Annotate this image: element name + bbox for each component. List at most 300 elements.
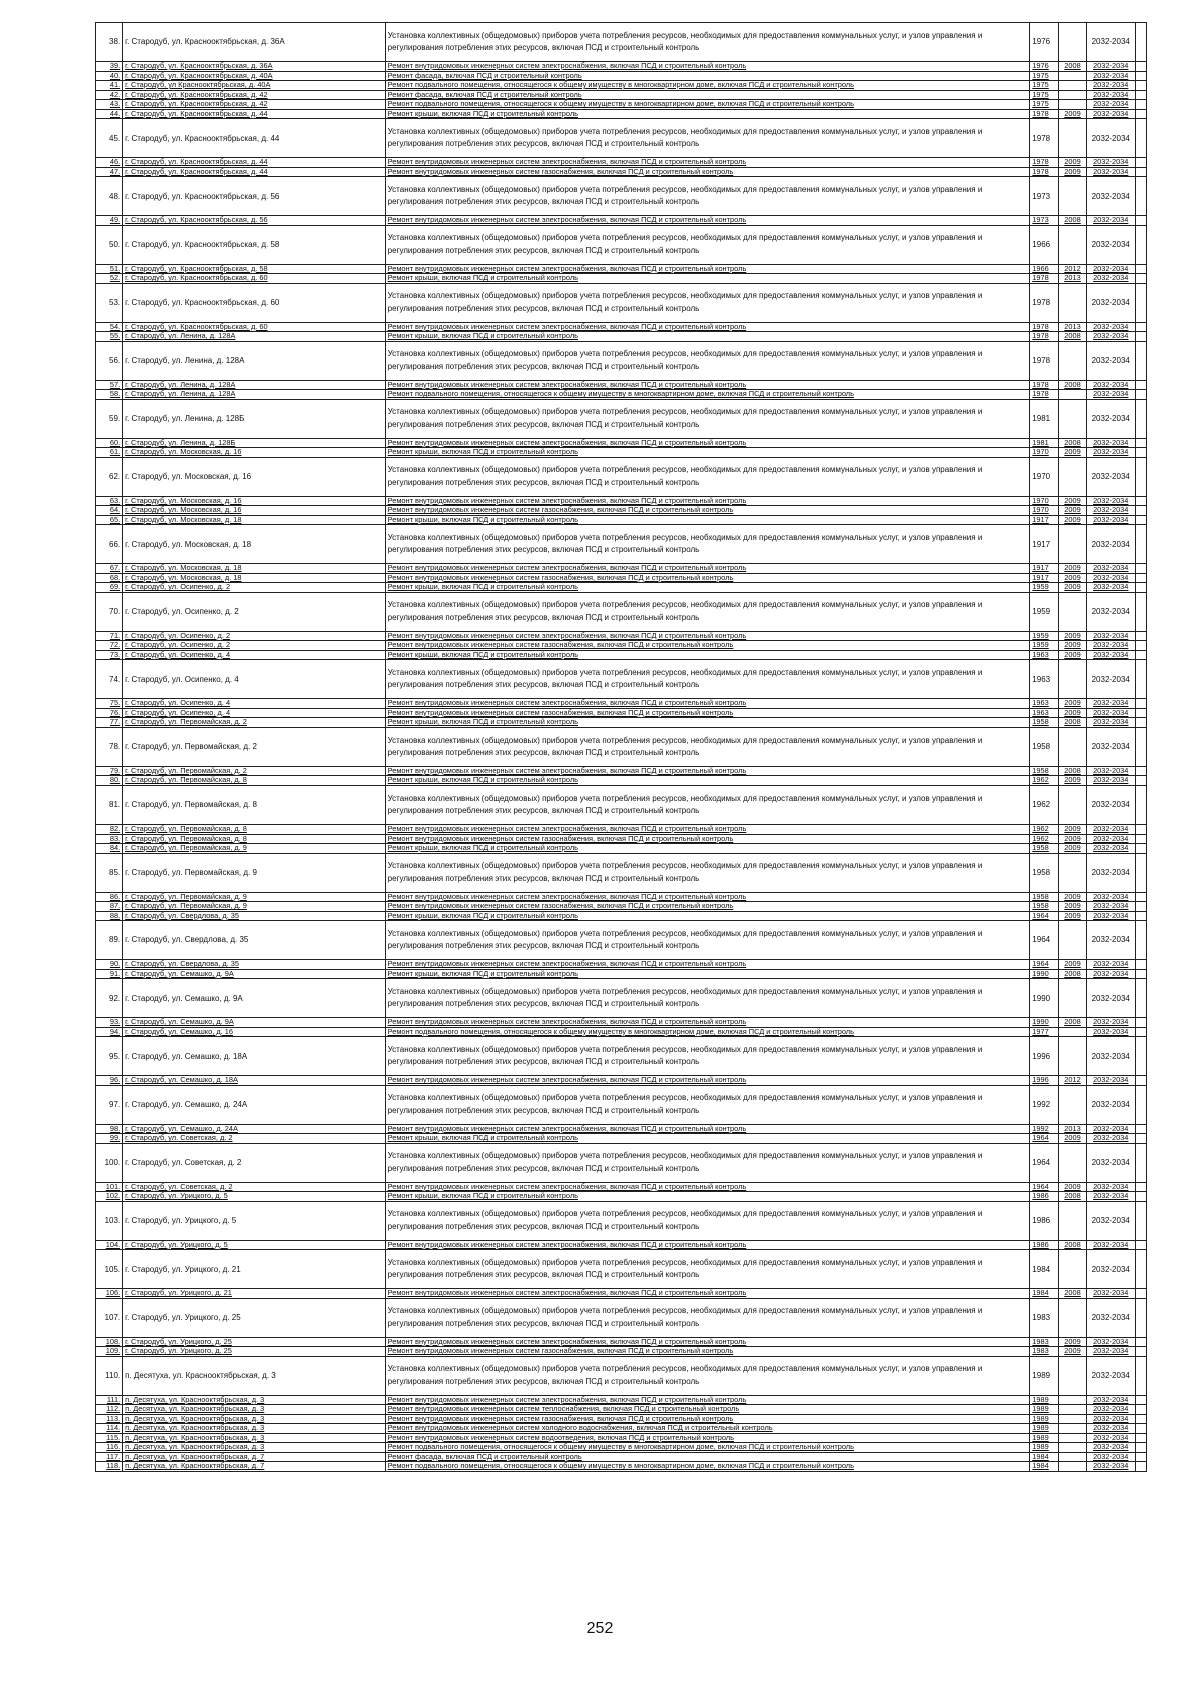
last-repair-year-cell <box>1059 81 1086 91</box>
commission-year-cell: 1959 <box>1030 641 1059 651</box>
planned-period-cell: 2032-2034 <box>1086 766 1135 776</box>
planned-period-cell: 2032-2034 <box>1086 631 1135 641</box>
work-type-cell: Установка коллективных (общедомовых) приборов учета потребления ресурсов, необходимых для предоставления коммунальных услуг, и узлов управления и регулирования потребления этих ресурсов, включая ПСД и строительный контроль <box>385 921 1030 960</box>
address-cell: г. Стародуб, ул. Урицкого, д. 25 <box>123 1298 385 1337</box>
planned-period-cell: 2032-2034 <box>1086 564 1135 574</box>
commission-year-cell: 1973 <box>1030 216 1059 226</box>
commission-year-cell: 1975 <box>1030 100 1059 110</box>
address-cell: г. Стародуб, ул. Урицкого, д. 21 <box>123 1289 385 1299</box>
table-row <box>96 824 1147 834</box>
work-type-cell: Ремонт внутридомовых инженерных систем электроснабжения, включая ПСД и строительный контроль <box>385 892 1030 902</box>
planned-period-cell: 2032-2034 <box>1086 1414 1135 1424</box>
work-type-cell: Установка коллективных (общедомовых) приборов учета потребления ресурсов, необходимых для предоставления коммунальных услуг, и узлов управления и регулирования потребления этих ресурсов, включая ПСД и строительный контроль <box>385 119 1030 158</box>
planned-period-cell: 2032-2034 <box>1086 921 1135 960</box>
row-number-cell: 78. <box>96 727 123 766</box>
address-cell: г. Стародуб, ул. Первомайская, д. 9 <box>123 892 385 902</box>
row-number-cell: 46. <box>96 158 123 168</box>
empty-cell <box>1135 969 1146 979</box>
last-repair-year-cell: 2008 <box>1059 216 1086 226</box>
commission-year-cell: 1978 <box>1030 109 1059 119</box>
work-type-cell: Установка коллективных (общедомовых) приборов учета потребления ресурсов, необходимых для предоставления коммунальных услуг, и узлов управления и регулирования потребления этих ресурсов, включая ПСД и строительный контроль <box>385 1037 1030 1076</box>
planned-period-cell: 2032-2034 <box>1086 583 1135 593</box>
table-row <box>96 573 1147 583</box>
address-cell: п. Десятуха, ул. Краснооктябрьская, д. 3 <box>123 1405 385 1415</box>
work-type-cell: Ремонт внутридомовых инженерных систем газоснабжения, включая ПСД и строительный контроль <box>385 641 1030 651</box>
planned-period-cell: 2032-2034 <box>1086 1192 1135 1202</box>
planned-period-cell: 2032-2034 <box>1086 399 1135 438</box>
address-cell: г. Стародуб, ул. Урицкого, д. 5 <box>123 1201 385 1240</box>
row-number-cell: 54. <box>96 322 123 332</box>
last-repair-year-cell: 2009 <box>1059 641 1086 651</box>
table-row <box>96 283 1147 322</box>
row-number-cell: 42. <box>96 90 123 100</box>
address-cell: п. Десятуха, ул. Краснооктябрьская, д. 3 <box>123 1443 385 1453</box>
table-row <box>96 506 1147 516</box>
commission-year-cell: 1978 <box>1030 322 1059 332</box>
address-cell: п. Десятуха, ул. Краснооктябрьская, д. 3 <box>123 1433 385 1443</box>
planned-period-cell: 2032-2034 <box>1086 853 1135 892</box>
commission-year-cell: 1958 <box>1030 853 1059 892</box>
commission-year-cell: 1975 <box>1030 90 1059 100</box>
last-repair-year-cell: 2008 <box>1059 380 1086 390</box>
work-type-cell: Ремонт внутридомовых инженерных систем электроснабжения, включая ПСД и строительный контроль <box>385 1240 1030 1250</box>
table-row <box>96 62 1147 72</box>
row-number-cell: 65. <box>96 515 123 525</box>
commission-year-cell: 1981 <box>1030 399 1059 438</box>
planned-period-cell: 2032-2034 <box>1086 1289 1135 1299</box>
empty-cell <box>1135 506 1146 516</box>
table-row <box>96 341 1147 380</box>
commission-year-cell: 1975 <box>1030 71 1059 81</box>
planned-period-cell: 2032-2034 <box>1086 23 1135 62</box>
address-cell: г. Стародуб, ул. Первомайская, д. 2 <box>123 718 385 728</box>
table-row <box>96 1452 1147 1462</box>
commission-year-cell: 1978 <box>1030 332 1059 342</box>
last-repair-year-cell <box>1059 1201 1086 1240</box>
empty-cell <box>1135 1134 1146 1144</box>
last-repair-year-cell <box>1059 119 1086 158</box>
table-row <box>96 1037 1147 1076</box>
planned-period-cell: 2032-2034 <box>1086 776 1135 786</box>
commission-year-cell: 1983 <box>1030 1337 1059 1347</box>
table-row <box>96 448 1147 458</box>
planned-period-cell: 2032-2034 <box>1086 496 1135 506</box>
table-row <box>96 515 1147 525</box>
commission-year-cell: 1983 <box>1030 1298 1059 1337</box>
address-cell: г. Стародуб, ул. Первомайская, д. 2 <box>123 727 385 766</box>
table-row <box>96 911 1147 921</box>
last-repair-year-cell: 2009 <box>1059 650 1086 660</box>
work-type-cell: Установка коллективных (общедомовых) приборов учета потребления ресурсов, необходимых для предоставления коммунальных услуг, и узлов управления и регулирования потребления этих ресурсов, включая ПСД и строительный контроль <box>385 1143 1030 1182</box>
work-type-cell: Ремонт подвального помещения, относящегося к общему имуществу в многоквартирном доме, включая ПСД и строительный контроль <box>385 1462 1030 1472</box>
last-repair-year-cell <box>1059 979 1086 1018</box>
row-number-cell: 85. <box>96 853 123 892</box>
empty-cell <box>1135 844 1146 854</box>
work-type-cell: Ремонт крыши, включая ПСД и строительный контроль <box>385 274 1030 284</box>
work-type-cell: Ремонт крыши, включая ПСД и строительный контроль <box>385 969 1030 979</box>
table-row <box>96 1182 1147 1192</box>
work-type-cell: Ремонт внутридомовых инженерных систем электроснабжения, включая ПСД и строительный контроль <box>385 1337 1030 1347</box>
empty-cell <box>1135 960 1146 970</box>
planned-period-cell: 2032-2034 <box>1086 902 1135 912</box>
address-cell: г. Стародуб, ул. Семашко, д. 18А <box>123 1076 385 1086</box>
work-type-cell: Ремонт подвального помещения, относящегося к общему имуществу в многоквартирном доме, включая ПСД и строительный контроль <box>385 1443 1030 1453</box>
table-row <box>96 1124 1147 1134</box>
planned-period-cell: 2032-2034 <box>1086 448 1135 458</box>
planned-period-cell: 2032-2034 <box>1086 1085 1135 1124</box>
last-repair-year-cell <box>1059 592 1086 631</box>
address-cell: г. Стародуб, ул. Семашко, д. 16 <box>123 1027 385 1037</box>
planned-period-cell: 2032-2034 <box>1086 1134 1135 1144</box>
address-cell: г. Стародуб, ул. Краснооктябрьская, д. 60 <box>123 322 385 332</box>
planned-period-cell: 2032-2034 <box>1086 1337 1135 1347</box>
empty-cell <box>1135 457 1146 496</box>
commission-year-cell: 1964 <box>1030 1182 1059 1192</box>
last-repair-year-cell: 2009 <box>1059 564 1086 574</box>
commission-year-cell: 1996 <box>1030 1076 1059 1086</box>
commission-year-cell: 1970 <box>1030 457 1059 496</box>
empty-cell <box>1135 109 1146 119</box>
commission-year-cell: 1964 <box>1030 1134 1059 1144</box>
empty-cell <box>1135 341 1146 380</box>
address-cell: г. Стародуб, ул. Урицкого, д. 25 <box>123 1347 385 1357</box>
work-type-cell: Ремонт внутридомовых инженерных систем электроснабжения, включая ПСД и строительный контроль <box>385 960 1030 970</box>
empty-cell <box>1135 1182 1146 1192</box>
row-number-cell: 55. <box>96 332 123 342</box>
planned-period-cell: 2032-2034 <box>1086 1462 1135 1472</box>
work-type-cell: Ремонт внутридомовых инженерных систем газоснабжения, включая ПСД и строительный контроль <box>385 834 1030 844</box>
empty-cell <box>1135 390 1146 400</box>
commission-year-cell: 1958 <box>1030 727 1059 766</box>
row-number-cell: 72. <box>96 641 123 651</box>
work-type-cell: Ремонт внутридомовых инженерных систем холодного водоснабжения, включая ПСД и строительный контроль <box>385 1424 1030 1434</box>
last-repair-year-cell: 2013 <box>1059 1124 1086 1134</box>
row-number-cell: 86. <box>96 892 123 902</box>
commission-year-cell: 1984 <box>1030 1462 1059 1472</box>
planned-period-cell: 2032-2034 <box>1086 341 1135 380</box>
table-row <box>96 380 1147 390</box>
address-cell: г. Стародуб, ул. Советская, д. 2 <box>123 1143 385 1182</box>
table-row <box>96 902 1147 912</box>
commission-year-cell: 1978 <box>1030 119 1059 158</box>
empty-cell <box>1135 564 1146 574</box>
row-number-cell: 47. <box>96 167 123 177</box>
row-number-cell: 75. <box>96 699 123 709</box>
last-repair-year-cell: 2008 <box>1059 62 1086 72</box>
address-cell: г. Стародуб, ул. Московская, д. 16 <box>123 496 385 506</box>
planned-period-cell: 2032-2034 <box>1086 1124 1135 1134</box>
last-repair-year-cell: 2009 <box>1059 1337 1086 1347</box>
last-repair-year-cell <box>1059 1037 1086 1076</box>
table-row <box>96 1443 1147 1453</box>
planned-period-cell: 2032-2034 <box>1086 1452 1135 1462</box>
planned-period-cell: 2032-2034 <box>1086 322 1135 332</box>
empty-cell <box>1135 332 1146 342</box>
last-repair-year-cell <box>1059 660 1086 699</box>
row-number-cell: 93. <box>96 1018 123 1028</box>
table-row <box>96 1462 1147 1472</box>
row-number-cell: 50. <box>96 225 123 264</box>
row-number-cell: 113. <box>96 1414 123 1424</box>
row-number-cell: 58. <box>96 390 123 400</box>
address-cell: г. Стародуб, ул. Семашко, д. 9А <box>123 969 385 979</box>
last-repair-year-cell: 2009 <box>1059 1347 1086 1357</box>
last-repair-year-cell: 2013 <box>1059 322 1086 332</box>
last-repair-year-cell: 2009 <box>1059 834 1086 844</box>
planned-period-cell: 2032-2034 <box>1086 834 1135 844</box>
address-cell: г. Стародуб, ул. Осипенко, д. 4 <box>123 699 385 709</box>
table-row <box>96 660 1147 699</box>
address-cell: г. Стародуб, ул. Краснооктябрьская, д. 40А <box>123 71 385 81</box>
row-number-cell: 61. <box>96 448 123 458</box>
commission-year-cell: 1966 <box>1030 264 1059 274</box>
empty-cell <box>1135 177 1146 216</box>
address-cell: г. Стародуб, ул. Ленина, д. 128А <box>123 332 385 342</box>
last-repair-year-cell: 2009 <box>1059 167 1086 177</box>
work-type-cell: Ремонт крыши, включая ПСД и строительный контроль <box>385 911 1030 921</box>
table-row <box>96 892 1147 902</box>
work-type-cell: Ремонт внутридомовых инженерных систем газоснабжения, включая ПСД и строительный контроль <box>385 708 1030 718</box>
work-type-cell: Ремонт внутридомовых инженерных систем электроснабжения, включая ПСД и строительный контроль <box>385 322 1030 332</box>
planned-period-cell: 2032-2034 <box>1086 438 1135 448</box>
planned-period-cell: 2032-2034 <box>1086 1347 1135 1357</box>
planned-period-cell: 2032-2034 <box>1086 592 1135 631</box>
empty-cell <box>1135 71 1146 81</box>
commission-year-cell: 1983 <box>1030 1347 1059 1357</box>
row-number-cell: 87. <box>96 902 123 912</box>
empty-cell <box>1135 1201 1146 1240</box>
address-cell: г. Стародуб, ул. Краснооктябрьская, д. 60 <box>123 283 385 322</box>
commission-year-cell: 1962 <box>1030 785 1059 824</box>
row-number-cell: 95. <box>96 1037 123 1076</box>
row-number-cell: 107. <box>96 1298 123 1337</box>
work-type-cell: Ремонт внутридомовых инженерных систем электроснабжения, включая ПСД и строительный контроль <box>385 766 1030 776</box>
row-number-cell: 76. <box>96 708 123 718</box>
row-number-cell: 99. <box>96 1134 123 1144</box>
last-repair-year-cell <box>1059 90 1086 100</box>
address-cell: п. Десятуха, ул. Краснооктябрьская, д. 3 <box>123 1414 385 1424</box>
row-number-cell: 103. <box>96 1201 123 1240</box>
last-repair-year-cell <box>1059 921 1086 960</box>
row-number-cell: 60. <box>96 438 123 448</box>
work-type-cell: Ремонт внутридомовых инженерных систем газоснабжения, включая ПСД и строительный контроль <box>385 902 1030 912</box>
table-row <box>96 708 1147 718</box>
empty-cell <box>1135 660 1146 699</box>
row-number-cell: 45. <box>96 119 123 158</box>
planned-period-cell: 2032-2034 <box>1086 650 1135 660</box>
commission-year-cell: 1976 <box>1030 62 1059 72</box>
commission-year-cell: 1990 <box>1030 1018 1059 1028</box>
empty-cell <box>1135 1250 1146 1289</box>
work-type-cell: Ремонт внутридомовых инженерных систем водоотведения, включая ПСД и строительный контроль <box>385 1433 1030 1443</box>
table-row <box>96 592 1147 631</box>
address-cell: п. Десятуха, ул. Краснооктябрьская, д. 3 <box>123 1424 385 1434</box>
address-cell: г. Стародуб, ул. Краснооктябрьская, д. 56 <box>123 177 385 216</box>
row-number-cell: 52. <box>96 274 123 284</box>
commission-year-cell: 1978 <box>1030 390 1059 400</box>
work-type-cell: Установка коллективных (общедомовых) приборов учета потребления ресурсов, необходимых для предоставления коммунальных услуг, и узлов управления и регулирования потребления этих ресурсов, включая ПСД и строительный контроль <box>385 1356 1030 1395</box>
commission-year-cell: 1959 <box>1030 583 1059 593</box>
address-cell: г. Стародуб, ул. Московская, д. 18 <box>123 573 385 583</box>
last-repair-year-cell: 2009 <box>1059 844 1086 854</box>
last-repair-year-cell: 2009 <box>1059 960 1086 970</box>
planned-period-cell: 2032-2034 <box>1086 1018 1135 1028</box>
commission-year-cell: 1978 <box>1030 158 1059 168</box>
address-cell: г. Стародуб, ул. Первомайская, д. 9 <box>123 853 385 892</box>
row-number-cell: 51. <box>96 264 123 274</box>
empty-cell <box>1135 1240 1146 1250</box>
planned-period-cell: 2032-2034 <box>1086 71 1135 81</box>
row-number-cell: 112. <box>96 1405 123 1415</box>
commission-year-cell: 1992 <box>1030 1085 1059 1124</box>
table-row <box>96 727 1147 766</box>
table-row <box>96 1027 1147 1037</box>
address-cell: г. Стародуб, ул. Краснооктябрьская, д. 44 <box>123 109 385 119</box>
commission-year-cell: 1990 <box>1030 969 1059 979</box>
table-row <box>96 969 1147 979</box>
row-number-cell: 39. <box>96 62 123 72</box>
capital-repair-table <box>95 22 1147 1472</box>
row-number-cell: 68. <box>96 573 123 583</box>
empty-cell <box>1135 1298 1146 1337</box>
address-cell: г. Стародуб, ул. Первомайская, д. 8 <box>123 824 385 834</box>
row-number-cell: 101. <box>96 1182 123 1192</box>
work-type-cell: Ремонт крыши, включая ПСД и строительный контроль <box>385 583 1030 593</box>
planned-period-cell: 2032-2034 <box>1086 892 1135 902</box>
last-repair-year-cell <box>1059 457 1086 496</box>
planned-period-cell: 2032-2034 <box>1086 1356 1135 1395</box>
empty-cell <box>1135 785 1146 824</box>
address-cell: г. Стародуб, ул. Ленина, д. 128Б <box>123 438 385 448</box>
planned-period-cell: 2032-2034 <box>1086 1240 1135 1250</box>
empty-cell <box>1135 380 1146 390</box>
last-repair-year-cell <box>1059 23 1086 62</box>
empty-cell <box>1135 399 1146 438</box>
commission-year-cell: 1958 <box>1030 892 1059 902</box>
planned-period-cell: 2032-2034 <box>1086 380 1135 390</box>
empty-cell <box>1135 1347 1146 1357</box>
table-row <box>96 1250 1147 1289</box>
planned-period-cell: 2032-2034 <box>1086 1405 1135 1415</box>
work-type-cell: Ремонт внутридомовых инженерных систем электроснабжения, включая ПСД и строительный контроль <box>385 699 1030 709</box>
last-repair-year-cell: 2008 <box>1059 969 1086 979</box>
commission-year-cell: 1964 <box>1030 911 1059 921</box>
row-number-cell: 102. <box>96 1192 123 1202</box>
table-row <box>96 81 1147 91</box>
planned-period-cell: 2032-2034 <box>1086 660 1135 699</box>
table-row <box>96 979 1147 1018</box>
address-cell: г. Стародуб, ул. Урицкого, д. 5 <box>123 1192 385 1202</box>
planned-period-cell: 2032-2034 <box>1086 158 1135 168</box>
commission-year-cell: 1989 <box>1030 1395 1059 1405</box>
table-row <box>96 225 1147 264</box>
table-row <box>96 274 1147 284</box>
table-row <box>96 1134 1147 1144</box>
address-cell: г. Стародуб, ул. Первомайская, д. 9 <box>123 902 385 912</box>
planned-period-cell: 2032-2034 <box>1086 274 1135 284</box>
last-repair-year-cell: 2009 <box>1059 109 1086 119</box>
empty-cell <box>1135 911 1146 921</box>
commission-year-cell: 1978 <box>1030 341 1059 380</box>
table-row <box>96 1076 1147 1086</box>
work-type-cell: Ремонт внутридомовых инженерных систем электроснабжения, включая ПСД и строительный контроль <box>385 438 1030 448</box>
work-type-cell: Ремонт внутридомовых инженерных систем электроснабжения, включая ПСД и строительный контроль <box>385 631 1030 641</box>
commission-year-cell: 1964 <box>1030 960 1059 970</box>
commission-year-cell: 1986 <box>1030 1201 1059 1240</box>
commission-year-cell: 1989 <box>1030 1405 1059 1415</box>
empty-cell <box>1135 1443 1146 1453</box>
commission-year-cell: 1978 <box>1030 167 1059 177</box>
empty-cell <box>1135 515 1146 525</box>
work-type-cell: Ремонт внутридомовых инженерных систем газоснабжения, включая ПСД и строительный контроль <box>385 167 1030 177</box>
empty-cell <box>1135 1289 1146 1299</box>
row-number-cell: 110. <box>96 1356 123 1395</box>
empty-cell <box>1135 274 1146 284</box>
row-number-cell: 74. <box>96 660 123 699</box>
planned-period-cell: 2032-2034 <box>1086 1201 1135 1240</box>
row-number-cell: 108. <box>96 1337 123 1347</box>
address-cell: г. Стародуб, ул. Свердлова, д. 35 <box>123 960 385 970</box>
work-type-cell: Ремонт внутридомовых инженерных систем электроснабжения, включая ПСД и строительный контроль <box>385 1182 1030 1192</box>
work-type-cell: Ремонт внутридомовых инженерных систем электроснабжения, включая ПСД и строительный контроль <box>385 496 1030 506</box>
table-row <box>96 119 1147 158</box>
address-cell: г. Стародуб, ул. Семашко, д. 9А <box>123 979 385 1018</box>
last-repair-year-cell <box>1059 1414 1086 1424</box>
address-cell: г. Стародуб, ул. Первомайская, д. 8 <box>123 834 385 844</box>
table-row <box>96 834 1147 844</box>
last-repair-year-cell: 2009 <box>1059 158 1086 168</box>
empty-cell <box>1135 81 1146 91</box>
commission-year-cell: 1977 <box>1030 1027 1059 1037</box>
empty-cell <box>1135 1143 1146 1182</box>
work-type-cell: Ремонт фасада, включая ПСД и строительный контроль <box>385 71 1030 81</box>
row-number-cell: 116. <box>96 1443 123 1453</box>
work-type-cell: Установка коллективных (общедомовых) приборов учета потребления ресурсов, необходимых для предоставления коммунальных услуг, и узлов управления и регулирования потребления этих ресурсов, включая ПСД и строительный контроль <box>385 785 1030 824</box>
address-cell: г. Стародуб, ул. Краснооктябрьская, д. 58 <box>123 225 385 264</box>
planned-period-cell: 2032-2034 <box>1086 119 1135 158</box>
empty-cell <box>1135 1192 1146 1202</box>
empty-cell <box>1135 264 1146 274</box>
address-cell: г. Стародуб, ул. Краснооктябрьская, д. 56 <box>123 216 385 226</box>
commission-year-cell: 1970 <box>1030 506 1059 516</box>
work-type-cell: Ремонт внутридомовых инженерных систем газоснабжения, включая ПСД и строительный контроль <box>385 506 1030 516</box>
address-cell: п. Десятуха, ул. Краснооктябрьская, д. 7 <box>123 1462 385 1472</box>
empty-cell <box>1135 90 1146 100</box>
address-cell: г. Стародуб, ул. Краснооктябрьская, д. 44 <box>123 119 385 158</box>
empty-cell <box>1135 631 1146 641</box>
empty-cell <box>1135 1085 1146 1124</box>
work-type-cell: Ремонт крыши, включая ПСД и строительный контроль <box>385 844 1030 854</box>
work-type-cell: Ремонт внутридомовых инженерных систем электроснабжения, включая ПСД и строительный контроль <box>385 62 1030 72</box>
work-type-cell: Ремонт подвального помещения, относящегося к общему имуществу в многоквартирном доме, включая ПСД и строительный контроль <box>385 81 1030 91</box>
table-row <box>96 1085 1147 1124</box>
last-repair-year-cell: 2009 <box>1059 699 1086 709</box>
table-row <box>96 1298 1147 1337</box>
row-number-cell: 41. <box>96 81 123 91</box>
last-repair-year-cell <box>1059 100 1086 110</box>
table-row <box>96 1414 1147 1424</box>
planned-period-cell: 2032-2034 <box>1086 1298 1135 1337</box>
empty-cell <box>1135 1462 1146 1472</box>
work-type-cell: Ремонт внутридомовых инженерных систем газоснабжения, включая ПСД и строительный контроль <box>385 1414 1030 1424</box>
empty-cell <box>1135 496 1146 506</box>
commission-year-cell: 1989 <box>1030 1356 1059 1395</box>
table-row <box>96 158 1147 168</box>
work-type-cell: Ремонт внутридомовых инженерных систем электроснабжения, включая ПСД и строительный контроль <box>385 1018 1030 1028</box>
last-repair-year-cell: 2012 <box>1059 1076 1086 1086</box>
empty-cell <box>1135 62 1146 72</box>
last-repair-year-cell <box>1059 1085 1086 1124</box>
